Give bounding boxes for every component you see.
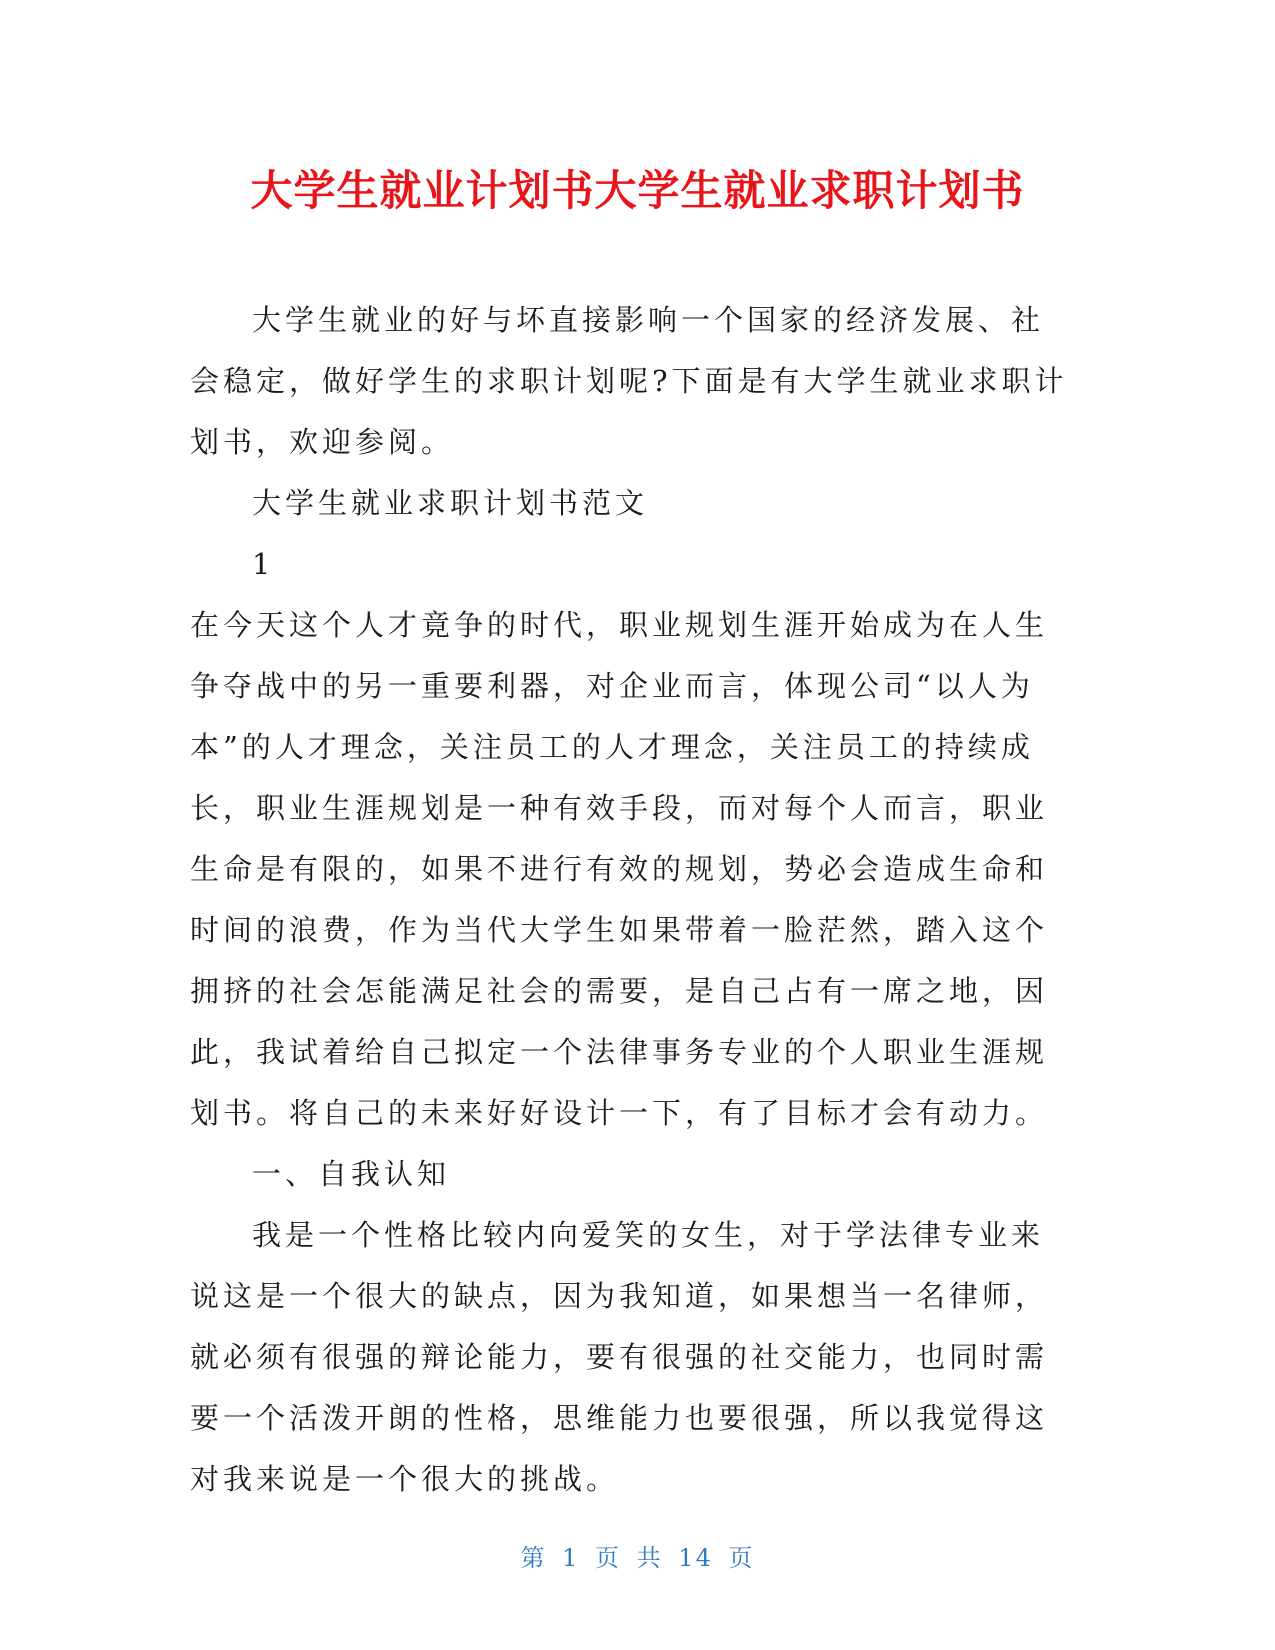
document-body <box>190 290 1072 1510</box>
body-paragraph: 我是一个性格比较内向爱笑的女生，对于学法律专业来说这是一个很大的缺点，因为我知道，如果想当一名律师，就必须有很强的辩论能力，要有很强的社交能力，也同时需要一个活泼开朗的性格，思维能力也要很强，所以我觉得这对我来说是一个很大的挑战。 <box>190 1218 1049 1496</box>
document-title: 大学生就业计划书大学生就业求职计划书 <box>250 166 1025 215</box>
section-heading: 大学生就业求职计划书范文 <box>252 486 649 520</box>
page-number-footer: 第 1 页 共 14 页 <box>520 1544 755 1572</box>
body-paragraph: 在今天这个人才竟争的时代，职业规划生涯开始成为在人生争夺战中的另一重要利器，对企业而言，体现公司“以人为本”的人才理念，关注员工的人才理念，关注员工的持续成长，职业生涯规划是一种有效手段，而对每个人而言，职业生命是有限的，如果不进行有效的规划，势必会造成生命和时间的浪费，作为当代大学生如果带着一脸茫然，踏入这个拥挤的社会怎能满足社会的需要，是自己占有一席之地，因此，我试着给自己拟定一个法律事务专业的个人职业生涯规划书。将自己的未来好好设计一下，有了目标才会有动力。 <box>190 608 1049 1130</box>
section-number: 1 <box>252 547 275 581</box>
intro-paragraph: 大学生就业的好与坏直接影响一个国家的经济发展、社会稳定，做好学生的求职计划呢?下面是有大学生就业求职计划书，欢迎参阅。 <box>190 303 1068 459</box>
subsection-heading: 一、自我认知 <box>252 1157 451 1191</box>
